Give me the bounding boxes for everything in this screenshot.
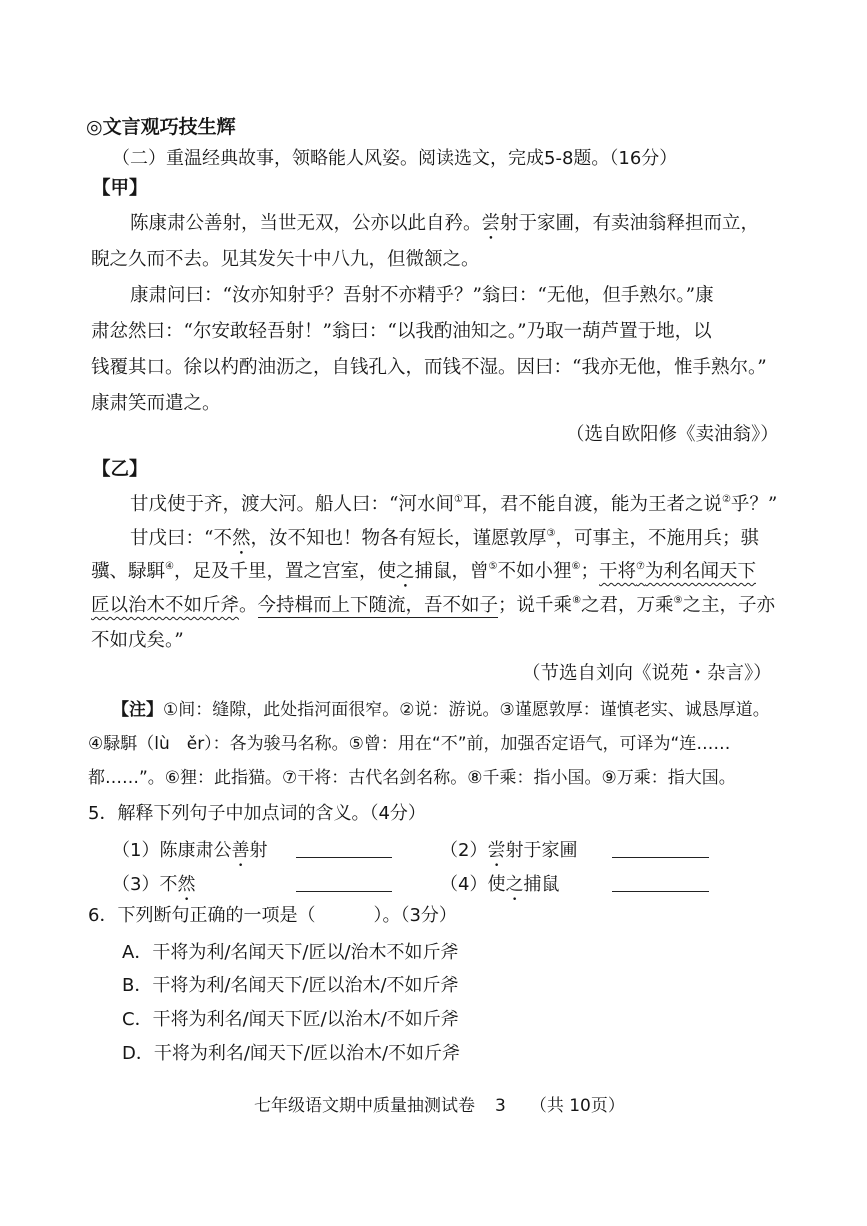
yi-text: 为利名闻天下	[644, 561, 756, 582]
q5-answer-blank-1[interactable]	[296, 839, 392, 858]
dotted-word: 然	[231, 528, 251, 549]
wavy-underlined-text: 匠以治木不如斤斧	[91, 595, 240, 616]
yi-text: ，足及千里，置之宫室，使	[173, 561, 396, 582]
q6-option-a: A．干将为利/名闻天下/匠以/治木不如斤斧	[122, 942, 459, 963]
passage-yi-label: 【乙】	[92, 459, 148, 480]
yi-text: 之主，子亦	[682, 595, 776, 616]
yi-text: 耳，君不能自渡，能为王者之说	[462, 494, 722, 515]
yi-line-1	[130, 492, 777, 518]
q5-item-4	[440, 872, 559, 905]
q6-option-c: C．干将为利名/闻天下匠/以治木/不如斤斧	[122, 1009, 459, 1030]
q5-item-number: （1）	[112, 840, 160, 861]
yi-text: 乎？”	[730, 494, 778, 515]
dotted-word: 善	[231, 840, 250, 861]
yi-text: ，可事主，不施用兵；骐	[555, 528, 759, 549]
dotted-word: 之	[505, 874, 524, 895]
q6-option-d: D．干将为利名/闻天下/匠以治木/不如斤斧	[122, 1043, 461, 1064]
yi-text: ，汝不知也！物各有短长，谨愿敦厚	[250, 528, 547, 549]
jia-line-1	[130, 211, 759, 244]
section-heading: ◎文言观巧技生辉	[86, 116, 236, 138]
jia-line-3: 康肃问曰：“汝亦知射乎？吾射不亦精乎？”翁曰：“无他，但手熟尔。”康	[130, 285, 714, 306]
note-marker: ⑥	[571, 561, 581, 572]
yi-text: 甘戊使于齐，渡大河。船人曰：“河水间	[130, 494, 454, 515]
notes-line-1	[112, 697, 770, 723]
yi-text: 骥、騄駬	[91, 561, 166, 582]
yi-text: ；说千乘	[498, 595, 573, 616]
passage-jia-label: 【甲】	[92, 178, 148, 199]
page-footer	[254, 1093, 625, 1119]
q5-item-2	[440, 838, 577, 871]
q6-option-b: B．干将为利/名闻天下/匠以治木/不如斤斧	[122, 975, 459, 996]
q5-item-text: 使	[487, 874, 506, 895]
yi-text: 。	[239, 595, 258, 616]
q5-item-text: 陈康肃公	[159, 840, 232, 861]
yi-text: 之君，万乘	[581, 595, 674, 616]
yi-line-2	[130, 526, 759, 559]
q6-title-text: 6．下列断句正确的一项是（	[88, 905, 316, 926]
note-marker: ②	[721, 494, 731, 505]
jia-line-2: 睨之久而不去。见其发矢十中八九，但微颔之。	[91, 249, 480, 270]
notes-text: ①间：缝隙，此处指河面很窄。②说：游说。③谨愿敦厚：谨慎老实、诚恳厚道。	[163, 700, 770, 720]
yi-line-5: 不如戊矣。”	[91, 630, 184, 651]
q5-item-1	[112, 838, 267, 871]
jia-text: 陈康肃公善射，当世无双，公亦以此自矜。	[130, 213, 482, 234]
yi-text: ；	[580, 561, 599, 582]
yi-line-3	[91, 559, 756, 592]
yi-text: 干将	[599, 561, 637, 582]
yi-text: 不如小狸	[497, 561, 572, 582]
q5-item-3	[112, 872, 195, 905]
q5-answer-blank-4[interactable]	[612, 873, 709, 892]
dotted-word: 然	[177, 874, 196, 895]
q5-answer-blank-2[interactable]	[612, 839, 709, 858]
q5-item-text: 射于家圃	[505, 840, 578, 861]
q5-item-number: （2）	[440, 840, 488, 861]
q5-item-text: 不	[159, 874, 178, 895]
note-marker: ③	[546, 528, 556, 539]
jia-line-5: 钱覆其口。徐以杓酌油沥之，自钱孔入，而钱不湿。因曰：“我亦无他，惟手熟尔。”	[91, 357, 767, 378]
notes-line-3: 都……”。⑥狸：此指猫。⑦干将：古代名剑名称。⑧千乘：指小国。⑨万乘：指大国。	[88, 768, 736, 788]
dotted-word: 之	[396, 561, 415, 582]
wavy-underlined-text	[599, 561, 756, 582]
yi-line-4	[91, 593, 775, 619]
yi-text: 捕鼠，曾	[414, 561, 489, 582]
jia-line-6: 康肃笑而遣之。	[91, 393, 221, 414]
footer-title: 七年级语文期中质量抽测试卷	[254, 1096, 475, 1116]
jia-line-4: 肃忿然曰：“尔安敢轻吾射！”翁曰：“以我酌油知之。”乃取一葫芦置于地，以	[91, 321, 712, 342]
q6-title-text: ）。（3分）	[373, 905, 457, 926]
jia-source: （选自欧阳修《卖油翁》）	[566, 424, 779, 445]
yi-source: （节选自刘向《说苑・杂言》）	[522, 663, 772, 684]
dotted-word: 尝	[487, 840, 506, 861]
question-5-title: 5．解释下列句子中加点词的含义。（4分）	[88, 803, 426, 824]
jia-text: 射于家圃，有卖油翁释担而立，	[500, 213, 760, 234]
question-6-title	[88, 903, 457, 929]
note-marker: ⑤	[488, 561, 498, 572]
note-marker: ⑨	[673, 595, 683, 606]
yi-text: 甘戊曰：“不	[130, 528, 232, 549]
note-marker: ④	[165, 561, 174, 572]
note-marker: ⑧	[572, 595, 582, 606]
part-intro: （二）重温经典故事，领略能人风姿。阅读选文，完成5-8题。（16分）	[112, 148, 678, 169]
q5-item-number: （4）	[440, 874, 488, 895]
notes-line-2: ④騄駬（lù ěr）：各为骏马名称。⑤曾：用在“不”前，加强否定语气，可译为“连……	[88, 734, 731, 754]
underlined-sentence: 今持楫而上下随流，吾不如子	[257, 595, 499, 616]
note-marker: ⑦	[636, 561, 645, 572]
q5-item-text: 捕鼠	[523, 874, 560, 895]
footer-page-number: 3	[495, 1096, 506, 1116]
q5-item-number: （3）	[112, 874, 160, 895]
q5-answer-blank-3[interactable]	[296, 873, 392, 892]
q5-item-text: 射	[249, 840, 268, 861]
note-marker: ①	[453, 494, 463, 505]
notes-label: 【注】	[112, 700, 163, 720]
footer-total-pages: （共 10页）	[529, 1096, 625, 1116]
dotted-word: 尝	[481, 213, 501, 234]
